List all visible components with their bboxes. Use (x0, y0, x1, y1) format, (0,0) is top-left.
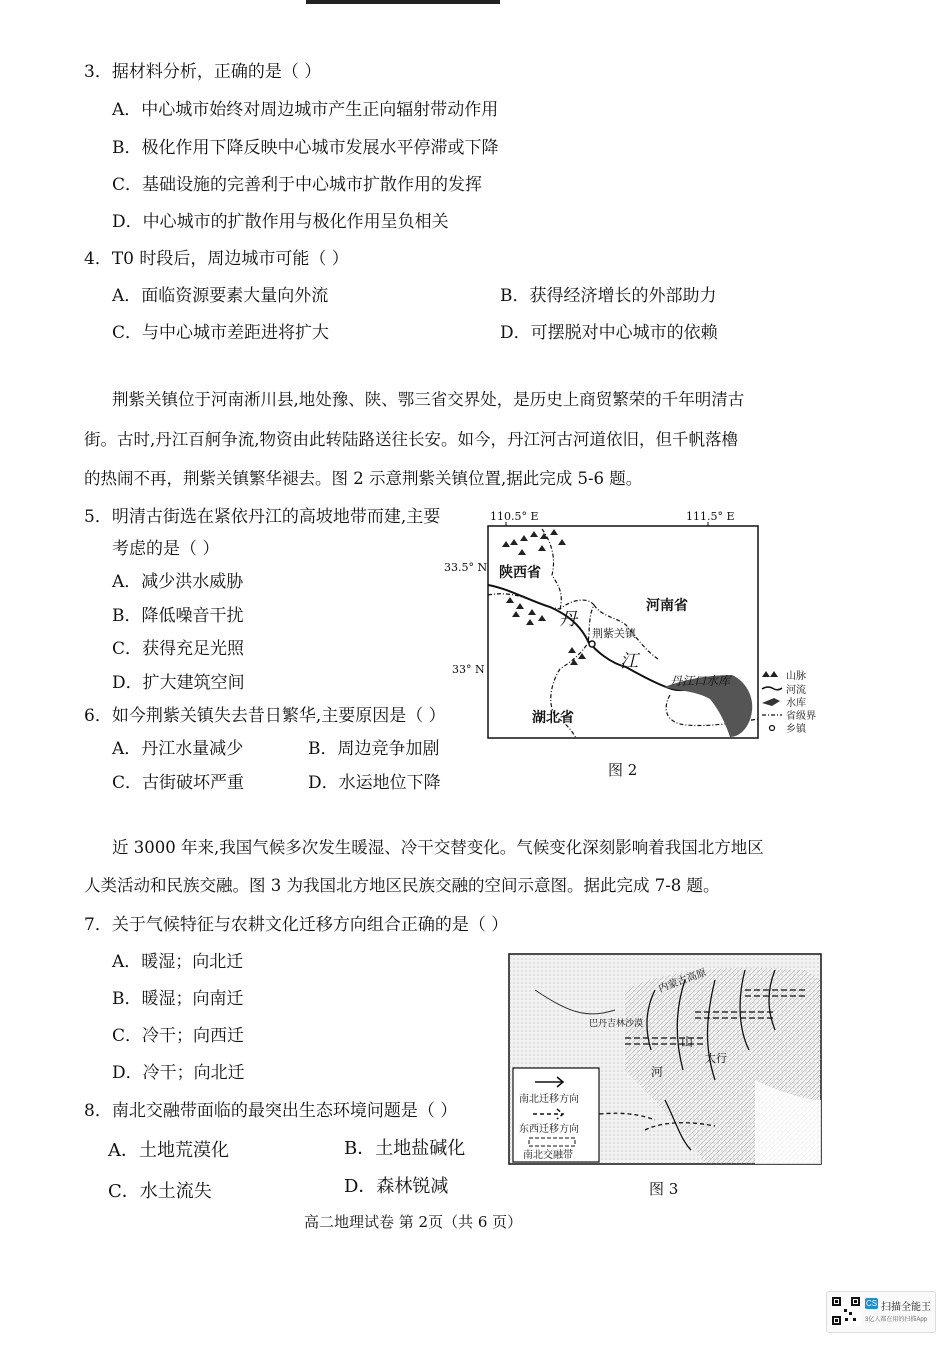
fig3-legend-band: 南北交融带 (523, 1150, 573, 1161)
fig2-caption: 图 2 (608, 761, 638, 779)
q3-stem: 3．据材料分析，正确的是（ ） (84, 62, 322, 82)
town-marker (589, 641, 595, 647)
fig2-lon-left: 110.5° E (490, 510, 539, 523)
q5-option-c: C．获得充足光照 (112, 639, 245, 659)
q3-option-c: C．基础设施的完善利于中心城市扩散作用的发挥 (112, 175, 483, 195)
q5-option-b: B．降低噪音干扰 (112, 606, 244, 626)
fig3-legend-ns: 南北迁移方向 (519, 1094, 579, 1105)
fig2-hubei: 湖北省 (532, 710, 574, 726)
qr-code-icon (831, 1296, 861, 1326)
q6-option-a: A．丹江水量减少 (112, 739, 244, 759)
q8-stem: 8．南北交融带面临的最突出生态环境问题是（ ） (84, 1101, 458, 1121)
legend-band-icon (529, 1138, 575, 1146)
q5-stem-line1: 5．明清古街选在紧依丹江的高坡地带而建,主要 (84, 507, 441, 527)
legend-town: 乡镇 (786, 724, 806, 735)
legend-reservoir-icon (762, 698, 780, 706)
q7-stem: 7．关于气候特征与农耕文化迁移方向组合正确的是（ ） (84, 915, 509, 935)
q4-option-d: D．可摆脱对中心城市的依赖 (500, 323, 718, 343)
badge-title: 扫描全能王 (881, 1302, 931, 1313)
q3-option-a: A．中心城市始终对周边城市产生正向辐射带动作用 (112, 100, 499, 120)
legend-river: 河流 (786, 685, 806, 696)
fig2-lon-right: 111.5° E (686, 510, 735, 523)
q3-option-b: B．极化作用下降反映中心城市发展水平停滞或下降 (112, 138, 499, 158)
q8-option-a: A．土地荒漠化 (108, 1140, 229, 1161)
fig3-caption: 图 3 (649, 1180, 679, 1198)
fig3-label-shan: 山 (681, 1035, 694, 1049)
fig2-reservoir-label: 丹江口水库 (670, 674, 731, 688)
top-edge-bar (306, 0, 500, 4)
q8-option-c: C．水土流失 (108, 1181, 212, 1202)
q5-stem-line2: 考虑的是（ ） (112, 539, 220, 559)
q6-stem: 6．如今荆紫关镇失去昔日繁华,主要原因是（ ） (84, 706, 446, 726)
fig2-town-label: 荆紫关镇 (592, 627, 636, 640)
fig2-lat-bottom: 33° N (452, 663, 485, 676)
fig2-river-label-1: 丹 (559, 609, 577, 630)
fig2-lat-top: 33.5° N (444, 561, 488, 574)
passage1-line1: 荆紫关镇位于河南淅川县,地处豫、陕、鄂三省交界处，是历史上商贸繁荣的千年明清古 (112, 390, 745, 409)
fig3-label-he: 河 (651, 1065, 664, 1079)
cs-logo-icon: CS (865, 1299, 878, 1308)
fig2-river-label-2: 江 (620, 651, 638, 672)
page-footer: 高二地理试卷 第 2页（共 6 页） (304, 1213, 523, 1231)
legend-reservoir: 水库 (786, 698, 806, 709)
fig3-label-mongolia: 内蒙古高原 (657, 967, 709, 995)
q4-option-a: A．面临资源要素大量向外流 (112, 286, 329, 306)
legend-mountain: 山脉 (786, 671, 806, 682)
q7-option-a: A．暖湿；向北迁 (112, 952, 244, 972)
passage2-line1: 近 3000 年来,我国气候多次发生暖湿、冷干交替变化。气候变化深刻影响着我国北方地区 (112, 838, 764, 857)
figure-2-map (440, 505, 820, 780)
legend-mountain-icon (762, 671, 778, 677)
passage2-line2: 人类活动和民族交融。图 3 为我国北方地区民族交融的空间示意图。据此完成 7-8 题。 (84, 876, 720, 895)
q6-option-c: C．古街破坏严重 (112, 773, 245, 793)
fig3-label-badain: 巴丹吉林沙漠 (589, 1019, 644, 1029)
q8-option-b: B．土地盐碱化 (344, 1138, 466, 1159)
q6-option-d: D．水运地位下降 (308, 773, 441, 793)
badge-subtitle: 3亿人都在用的扫描App (865, 1317, 928, 1323)
q6-option-b: B．周边竞争加剧 (308, 739, 440, 759)
fig3-legend (513, 1068, 599, 1162)
q4-option-b: B．获得经济增长的外部助力 (500, 286, 717, 306)
fig2-legend (762, 669, 816, 735)
scanner-badge (826, 1291, 936, 1333)
q7-option-c: C．冷干；向西迁 (112, 1026, 245, 1046)
fig3-label-taihang: 太行 (705, 1052, 727, 1065)
legend-river-icon (762, 687, 782, 690)
figure-3-map (505, 950, 825, 1200)
q7-option-b: B．暖湿；向南迁 (112, 989, 244, 1009)
fig3-legend-ew: 东西迁移方向 (519, 1124, 579, 1135)
fig2-henan: 河南省 (646, 598, 688, 614)
legend-town-icon (770, 726, 775, 731)
fig2-shaanxi: 陕西省 (499, 565, 541, 581)
q4-stem: 4．T0 时段后，周边城市可能（ ） (84, 249, 349, 269)
q8-option-d: D．森林锐减 (344, 1176, 449, 1197)
q5-option-d: D．扩大建筑空间 (112, 673, 245, 693)
q3-option-d: D．中心城市的扩散作用与极化作用呈负相关 (112, 212, 449, 232)
q4-option-c: C．与中心城市差距进将扩大 (112, 323, 330, 343)
legend-border: 省级界 (786, 711, 816, 722)
q7-option-d: D．冷干；向北迁 (112, 1063, 245, 1083)
passage1-line3: 的热闹不再，荆紫关镇繁华褪去。图 2 示意荆紫关镇位置,据此完成 5-6 题。 (84, 469, 643, 488)
passage1-line2: 街。古时,丹江百舸争流,物资由此转陆路送往长安。如今，丹江河古河道依旧，但千帆落櫓 (84, 430, 738, 449)
q5-option-a: A．减少洪水威胁 (112, 572, 244, 592)
